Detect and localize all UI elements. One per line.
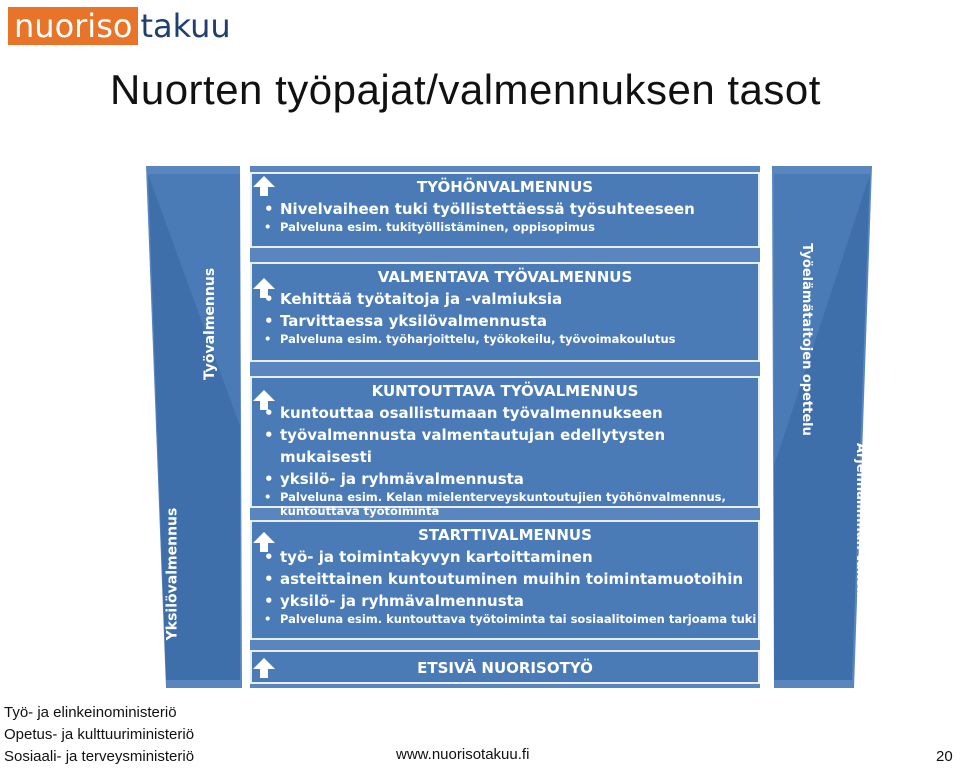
page-number: 20 <box>936 748 953 765</box>
level-note: • Palveluna esim. Kelan mielenterveyskuntoutujien työhönvalmennus, kuntouttava työtoiminta <box>252 490 758 518</box>
level-etsiva-nuorisotyo <box>250 650 760 684</box>
left-label-top: Työvalmennus <box>202 267 219 381</box>
level-note: • Palveluna esim. kuntouttava työtoiminta tai sosiaalitoimen tarjoama tuki <box>252 612 758 626</box>
level-bullets <box>252 288 758 332</box>
levels-diagram <box>136 166 882 688</box>
level-title: KUNTOUTTAVA TYÖVALMENNUS <box>371 382 639 400</box>
ministry-item: Opetus- ja kulttuuriministeriö <box>4 726 195 743</box>
right-label-bottom: Arjenhallinnan tukeminen <box>853 442 869 633</box>
arrow-up-icon <box>252 530 276 554</box>
level-bullet: • asteittainen kuntoutuminen muihin toimintamuotoihin <box>280 568 758 590</box>
level-bullet: • Nivelvaiheen tuki työllistettäessä työsuhteeseen <box>280 198 758 220</box>
arrow-up-icon <box>252 388 276 412</box>
level-bullet: • yksilö- ja ryhmävalmennusta <box>280 468 758 490</box>
ministries-list <box>4 702 194 768</box>
nuorisotakuu-logo <box>8 6 231 46</box>
level-bullet: • yksilö- ja ryhmävalmennusta <box>280 590 758 612</box>
level-title: VALMENTAVA TYÖVALMENNUS <box>377 268 633 286</box>
slide-title: Nuorten työpajat/valmennuksen tasot <box>110 66 821 113</box>
level-bullets <box>252 546 758 612</box>
right-label-top: Työelämätaitojen opettelu <box>798 243 814 436</box>
logo-part-orange: nuoriso <box>8 7 138 45</box>
level-valmentava <box>250 262 760 362</box>
level-bullet: • työ- ja toimintakyvyn kartoittaminen <box>280 546 758 568</box>
level-bullet: • kuntouttaa osallistumaan työvalmennukseen <box>280 402 758 424</box>
level-bullets <box>252 402 758 490</box>
level-kuntouttava <box>250 376 760 518</box>
ministry-item: Työ- ja elinkeinoministeriö <box>4 704 177 721</box>
footer-url: www.nuorisotakuu.fi <box>396 746 530 763</box>
arrow-up-icon <box>252 276 276 300</box>
level-starttivalmennus <box>250 520 760 640</box>
logo-part-blue: takuu <box>140 7 231 45</box>
arrow-up-icon <box>252 174 276 198</box>
level-title: STARTTIVALMENNUS <box>418 526 592 544</box>
arrow-up-icon <box>252 656 276 680</box>
level-title: ETSIVÄ NUORISOTYÖ <box>417 659 593 677</box>
level-tyohonvalmennus <box>250 172 760 248</box>
level-bullet: • työvalmennusta valmentautujan edellytysten mukaisesti <box>280 424 758 468</box>
level-bullets <box>252 198 758 220</box>
level-title: TYÖHÖNVALMENNUS <box>416 178 594 196</box>
level-note: • Palveluna esim. työharjoittelu, työkokeilu, työvoimakoulutus <box>252 332 758 346</box>
left-label-bottom: Yksilövalmennus <box>164 507 181 641</box>
level-bullet: • Kehittää työtaitoja ja -valmiuksia <box>280 288 758 310</box>
level-bullet: • Tarvittaessa yksilövalmennusta <box>280 310 758 332</box>
right-wedge-inner <box>760 166 774 688</box>
ministry-item: Sosiaali- ja terveysministeriö <box>4 748 195 765</box>
level-note: • Palveluna esim. tukityöllistäminen, oppisopimus <box>252 220 758 234</box>
